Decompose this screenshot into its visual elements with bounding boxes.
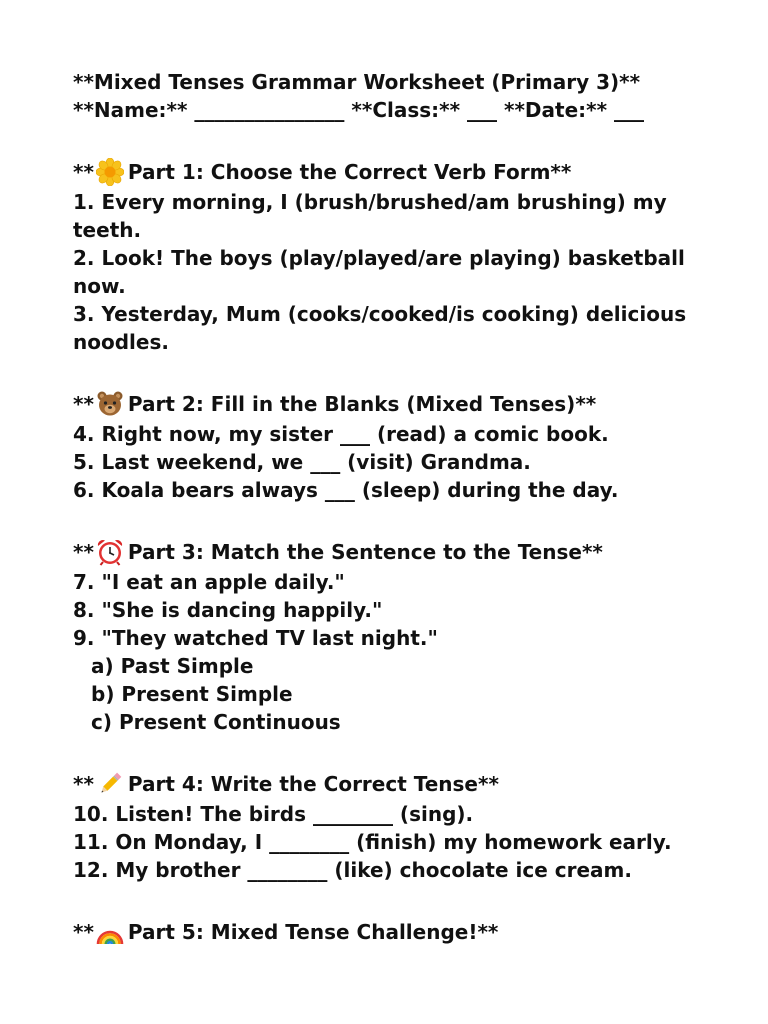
bear-icon — [96, 390, 124, 418]
student-info-line: **Name:** _______________ **Class:** ___ **Date:** ___ — [73, 98, 645, 122]
question-6: 6. Koala bears always ___ (sleep) during the day. — [73, 478, 619, 502]
part3-prefix: ** — [73, 540, 94, 564]
part5-heading — [73, 916, 713, 948]
rainbow-icon — [96, 918, 124, 946]
option-b: b) Present Simple — [91, 682, 293, 706]
option-a: a) Past Simple — [91, 654, 254, 678]
question-7: 7. "I eat an apple daily." — [73, 570, 345, 594]
part4-heading — [73, 768, 713, 800]
question-2: 2. Look! The boys (play/played/are playing) basketball now. — [73, 246, 685, 298]
question-9: 9. "They watched TV last night." — [73, 626, 438, 650]
part2-title: Part 2: Fill in the Blanks (Mixed Tenses)** — [127, 392, 597, 416]
flower-icon — [96, 158, 124, 186]
part3-title: Part 3: Match the Sentence to the Tense** — [127, 540, 603, 564]
question-11: 11. On Monday, I ________ (finish) my homework early. — [73, 830, 672, 854]
part4-prefix: ** — [73, 772, 94, 796]
question-4: 4. Right now, my sister ___ (read) a comic book. — [73, 422, 609, 446]
part1-heading — [73, 156, 713, 188]
option-c: c) Present Continuous — [91, 710, 341, 734]
part1-title: Part 1: Choose the Correct Verb Form** — [127, 160, 572, 184]
part2-heading — [73, 388, 713, 420]
part5-prefix: ** — [73, 920, 94, 944]
part2-prefix: ** — [73, 392, 94, 416]
part3-heading — [73, 536, 713, 568]
worksheet-title: **Mixed Tenses Grammar Worksheet (Primary 3)** — [73, 70, 641, 94]
pencil-icon — [96, 770, 124, 798]
question-1: 1. Every morning, I (brush/brushed/am brushing) my teeth. — [73, 190, 667, 242]
question-12: 12. My brother ________ (like) chocolate ice cream. — [73, 858, 632, 882]
alarm-clock-icon — [96, 538, 124, 566]
part1-prefix: ** — [73, 160, 94, 184]
part4-title: Part 4: Write the Correct Tense** — [127, 772, 499, 796]
part5-title: Part 5: Mixed Tense Challenge!** — [127, 920, 499, 944]
question-5: 5. Last weekend, we ___ (visit) Grandma. — [73, 450, 531, 474]
question-10: 10. Listen! The birds ________ (sing). — [73, 802, 474, 826]
question-3: 3. Yesterday, Mum (cooks/cooked/is cooking) delicious noodles. — [73, 302, 687, 354]
worksheet — [73, 68, 713, 948]
question-8: 8. "She is dancing happily." — [73, 598, 383, 622]
